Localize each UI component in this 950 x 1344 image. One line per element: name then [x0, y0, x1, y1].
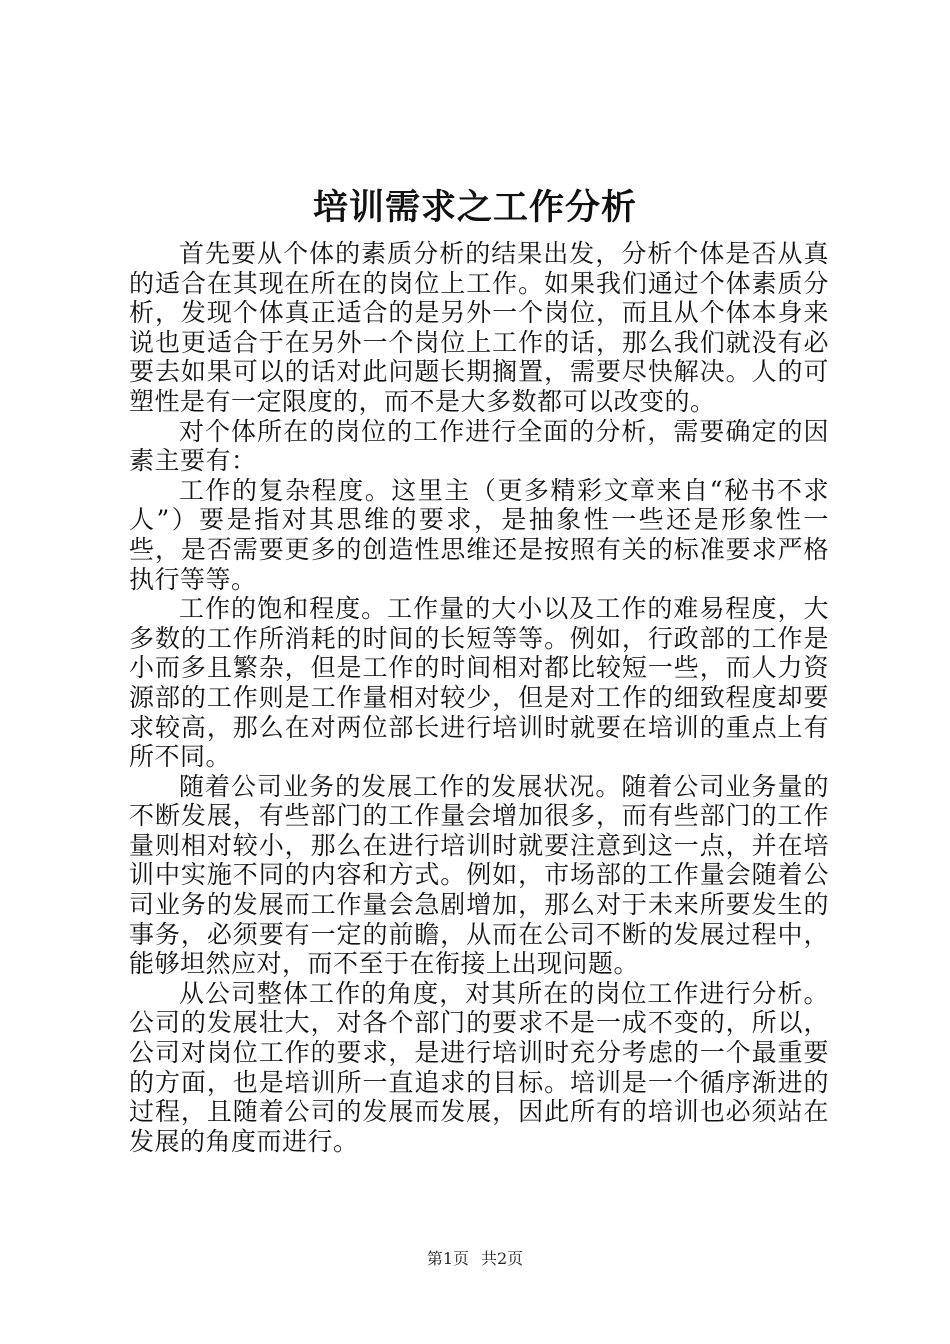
- paragraph: 从公司整体工作的角度，对其所在的岗位工作进行分析。公司的发展壮大，对各个部门的要求不是一成不变的，所以，公司对岗位工作的要求，是进行培训时充分考虑的一个最重要的方面，也是培训所一直追求的目标。培训是一个循序渐进的过程，且随着公司的发展而发展，因此所有的培训也必须站在发展的角度而进行。: [129, 978, 829, 1156]
- paragraph: 首先要从个体的素质分析的结果出发，分析个体是否从真的适合在其现在所在的岗位上工作。如果我们通过个体素质分析，发现个体真正适合的是另外一个岗位，而且从个体本身来说也更适合于在另外一个岗位上工作的话，那么我们就没有必要去如果可以的话对此问题长期搁置，需要尽快解决。人的可塑性是有一定限度的，而不是大多数都可以改变的。: [129, 239, 829, 416]
- page-number: 第1页: [426, 1249, 469, 1268]
- paragraph: 对个体所在的岗位的工作进行全面的分析，需要确定的因素主要有：: [129, 416, 829, 476]
- page-total: 共2页: [481, 1249, 524, 1268]
- document-title: 培训需求之工作分析: [312, 187, 637, 228]
- paragraph: 工作的饱和程度。工作量的大小以及工作的难易程度，大多数的工作所消耗的时间的长短等等。例如，行政部的工作是小而多且繁杂，但是工作的时间相对都比较短一些，而人力资源部的工作则是工作量相对较少，但是对工作的细致程度却要求较高，那么在对两位部长进行培训时就要在培训的重点上有所不同。: [129, 594, 829, 772]
- page-footer: [0, 1249, 950, 1269]
- document-body: [129, 239, 829, 1156]
- paragraph: 工作的复杂程度。这里主（更多精彩文章来自“秘书不求人”）要是指对其思维的要求，是抽象性一些还是形象性一些，是否需要更多的创造性思维还是按照有关的标准要求严格执行等等。: [129, 475, 829, 594]
- paragraph: 随着公司业务的发展工作的发展状况。随着公司业务量的不断发展，有些部门的工作量会增加很多，而有些部门的工作量则相对较小，那么在进行培训时就要注意到这一点，并在培训中实施不同的内容和方式。例如，市场部的工作量会随着公司业务的发展而工作量会急剧增加，那么对于未来所要发生的事务，必须要有一定的前瞻，从而在公司不断的发展过程中，能够坦然应对，而不至于在衔接上出现问题。: [129, 771, 829, 979]
